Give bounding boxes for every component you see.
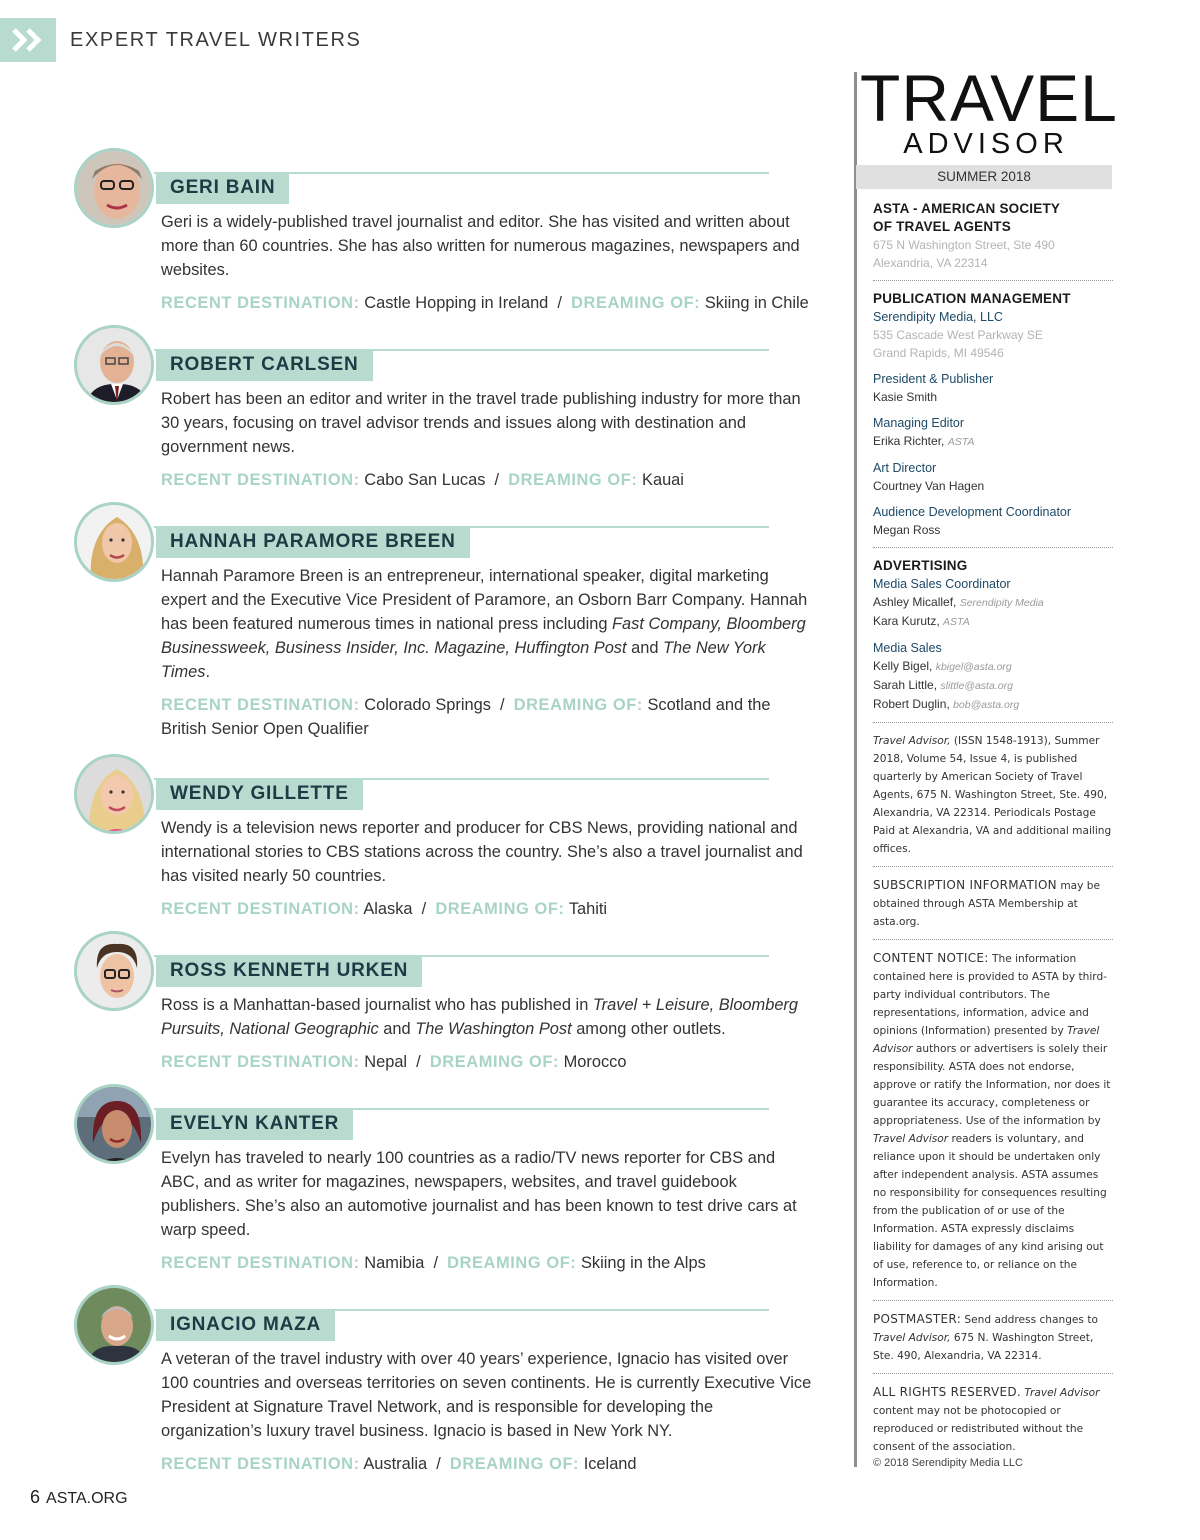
writer-profile [70,754,815,924]
writer-destinations: RECENT DESTINATION: Cabo San Lucas / DREAMING OF: Kauai [161,471,684,489]
advertising-title: ADVERTISING [873,558,968,573]
staff-role: President & Publisher [873,372,994,386]
issn-text: (ISSN 1548-1913), Summer 2018, Volume 54, Issue 4, is published quarterly by American Society of Travel Agents, 675 N. Washington Street, Ste. 490, Alexandria, VA 22314. Periodicals Postage Paid at Alexandria, VA and additional mailing offices. [873,735,1112,855]
recent-label: RECENT DESTINATION: [161,1053,360,1071]
staff-name: Megan Ross [873,523,941,537]
issn-title: Travel Advisor, [873,735,951,747]
dreaming-label: DREAMING OF: [435,900,565,918]
bio-text: Ross is a Manhattan-based journalist who has published in [161,996,593,1014]
writer-name: IGNACIO MAZA [156,1309,335,1341]
subscription-label: SUBSCRIPTION INFORMATION [873,878,1057,892]
writer-photo [74,325,154,405]
bio-text: and [626,639,664,657]
staff-org: ASTA [943,616,970,628]
recent-destination: Nepal [364,1053,408,1071]
writer-bio: Wendy is a television news reporter and producer for CBS News, providing national and international stories to CBS stations across the country. She’s also a travel journalist and has visited nearly 50 countries. [161,819,803,885]
issn-statement [873,732,1113,858]
publisher-company: Serendipity Media, LLC [873,310,1003,324]
staff-role: Managing Editor [873,416,965,430]
bio-publications: Fast Company, Bloomberg Businessweek, Business Insider, Inc. Magazine, Huffington Post [161,615,806,657]
section-header [0,18,361,62]
double-chevron-icon [11,27,45,53]
recent-label: RECENT DESTINATION: [161,696,360,714]
postmaster-notice [873,1310,1113,1365]
dreaming-destination: Tahiti [568,900,608,918]
asta-title: OF TRAVEL AGENTS [873,219,1011,234]
notice-text: readers is voluntary, and reliance upon it should be undertaken only after independent analysis. ASTA assumes no responsibility for consequences resulting from the publication of or use of the Information. ASTA expressly disclaims liability for damages of any kind arising out of use, reference to, or reliance on the Information. [873,1133,1107,1289]
dreaming-label: DREAMING OF: [429,1053,560,1071]
section-badge [0,18,56,62]
dreaming-label: DREAMING OF: [508,471,638,489]
staff-email: slittle@asta.org [940,680,1013,692]
divider [873,280,1113,281]
recent-destination: Cabo San Lucas [364,471,486,489]
bio-publications: Travel + Leisure, Bloomberg Pursuits, National Geographic [161,996,799,1038]
writer-profile [70,148,815,318]
publisher-address: Grand Rapids, MI 49546 [873,346,1004,360]
rights-text: content may not be photocopied or reproduced or redistributed without the consent of the association. [873,1405,1084,1453]
staff-entry [873,676,1113,695]
masthead [856,61,1118,189]
writer-destinations: RECENT DESTINATION: Colorado Springs / DREAMING OF: Scotland and the British Senior Open Qualifier [161,696,771,738]
bio-publication: The Washington Post [415,1020,572,1038]
dreaming-label: DREAMING OF: [571,294,701,312]
dreaming-label: DREAMING OF: [513,696,643,714]
notice-label: CONTENT NOTICE: [873,951,989,965]
recent-destination: Namibia [364,1254,425,1272]
publisher-address: 535 Cascade West Parkway SE [873,328,1043,342]
subscription-info [873,876,1113,931]
staff-entry [873,612,1113,631]
masthead-subtitle: ADVISOR [903,128,1069,160]
staff-name: Robert Duglin, [873,697,950,711]
subscription-text: may be obtained through ASTA Membership at asta.org. [873,880,1101,928]
bio-text: . [205,663,211,681]
recent-label: RECENT DESTINATION: [161,294,360,312]
sidebar-divider [854,72,857,1467]
staff-email: bob@asta.org [953,699,1020,711]
staff-name: Kelly Bigel, [873,659,933,673]
bio-text: among other outlets. [571,1020,726,1038]
staff-role: Media Sales [873,641,942,655]
asta-address: Alexandria, VA 22314 [873,256,988,270]
bio-text: and [378,1020,416,1038]
divider [873,866,1113,867]
divider [873,939,1113,940]
staff-name: Kasie Smith [873,390,938,404]
writer-profile [70,502,815,742]
rights-notice [873,1383,1113,1456]
dreaming-destination: Skiing in the Alps [580,1254,706,1272]
page-footer [30,1487,128,1508]
notice-text: authors or advertisers is solely their responsibility. ASTA does not endorse, approve or ratify the Information, nor does it guarantee its accuracy, completeness or appropriateness. Use of the information by [873,1043,1111,1127]
writer-bio [161,564,815,684]
postmaster-text: 675 N. Washington Street, Ste. 490, Alexandria, VA 22314. [873,1332,1094,1362]
masthead-title: TRAVEL [860,61,1118,135]
writer-photo [74,502,154,582]
content-notice [873,949,1113,1292]
divider [873,1373,1113,1374]
dreaming-destination: Scotland and the British Senior Open Qualifier [161,696,771,738]
writer-bio: Geri is a widely-published travel journalist and editor. She has visited and written about more than 60 countries. She has also written for numerous magazines, newspapers and websites. [161,213,800,279]
page-number: 6 [30,1487,41,1507]
notice-text: The information contained here is provided to ASTA by third-party individual contributors. The representations, information, advice and opinions (Information) presented by [873,953,1108,1037]
staff-email: kbigel@asta.org [935,661,1012,673]
writer-profile [70,1285,815,1485]
recent-label: RECENT DESTINATION: [161,471,360,489]
notice-italic: Travel Advisor [873,1133,949,1145]
dreaming-destination: Iceland [583,1455,637,1473]
dreaming-destination: Kauai [642,471,684,489]
issue-label: SUMMER 2018 [856,165,1112,189]
writer-bio: Robert has been an editor and writer in the travel trade publishing industry for more than 30 years, focusing on travel advisor trends and issues along with destination and government news. [161,390,801,456]
staff-name: Sarah Little, [873,678,938,692]
staff-role: Art Director [873,461,937,475]
postmaster-text: Send address changes to [961,1314,1098,1326]
staff-org: Serendipity Media [959,597,1044,609]
dreaming-label: DREAMING OF: [449,1455,580,1473]
staff-name: Courtney Van Hagen [873,479,985,493]
writer-name: ROSS KENNETH URKEN [156,955,422,987]
writer-destinations: RECENT DESTINATION: Nepal / DREAMING OF: Morocco [161,1053,627,1071]
rights-label: ALL RIGHTS RESERVED. [873,1385,1022,1399]
writer-name: GERI BAIN [156,172,289,204]
recent-destination: Castle Hopping in Ireland [364,294,549,312]
postmaster-label: POSTMASTER: [873,1312,962,1326]
writer-destinations: RECENT DESTINATION: Namibia / DREAMING OF: Skiing in the Alps [161,1254,706,1272]
writer-bio [161,993,815,1041]
staff-entry [873,657,1113,676]
writer-profile [70,931,815,1076]
writer-destinations: RECENT DESTINATION: Australia / DREAMING OF: Iceland [161,1455,637,1473]
writer-photo [74,148,154,228]
dreaming-destination: Skiing in Chile [704,294,809,312]
recent-label: RECENT DESTINATION: [161,900,360,918]
dreaming-destination: Morocco [563,1053,627,1071]
staff-role: Media Sales Coordinator [873,577,1011,591]
staff-entry [873,593,1113,612]
divider [873,547,1113,548]
writer-photo [74,754,154,834]
staff-name: Ashley Micallef, [873,595,957,609]
asta-address: 675 N Washington Street, Ste 490 [873,238,1055,252]
writer-bio: A veteran of the travel industry with over 40 years’ experience, Ignacio has visited over 100 countries and overseas territories on seven continents. He is currently Executive Vice President at Signature Travel Network, and is responsible for developing the organization’s luxury travel business. Ignacio is based in New York NY. [161,1350,812,1440]
bio-publication: The New York Times [161,639,766,681]
publication-title: PUBLICATION MANAGEMENT [873,291,1071,306]
recent-label: RECENT DESTINATION: [161,1254,360,1272]
recent-destination: Alaska [363,900,413,918]
staff-org: ASTA [947,436,975,448]
copyright: © 2018 Serendipity Media LLC [873,1457,1023,1469]
writer-profile [70,1084,815,1279]
writer-destinations: RECENT DESTINATION: Castle Hopping in Ireland / DREAMING OF: Skiing in Chile [161,294,809,312]
staff-role: Audience Development Coordinator [873,505,1072,519]
writer-photo [74,1084,154,1164]
recent-destination: Colorado Springs [364,696,491,714]
notice-italic: Travel Advisor [873,1025,1100,1055]
dreaming-label: DREAMING OF: [447,1254,577,1272]
recent-destination: Australia [363,1455,428,1473]
asta-title: ASTA - AMERICAN SOCIETY [873,201,1061,216]
bio-text: Hannah Paramore Breen is an entrepreneur, international speaker, digital marketing expert and the Executive Vice President of Paramore, an Osborn Barr Company. Hannah has been featured numerous times in national press including [161,567,808,633]
footer-site: ASTA.ORG [46,1490,128,1507]
postmaster-italic: Travel Advisor, [873,1332,951,1344]
writer-photo [74,931,154,1011]
writer-name: EVELYN KANTER [156,1108,353,1140]
staff-name: Kara Kurutz, [873,614,940,628]
divider [873,722,1113,723]
writer-bio: Evelyn has traveled to nearly 100 countries as a radio/TV news reporter for CBS and ABC, and as writer for magazines, newspapers, websites, and travel guidebook publishers. She’s also an automotive journalist and has been known to test drive cars at warp speed. [161,1149,797,1239]
writer-destinations: RECENT DESTINATION: Alaska / DREAMING OF: Tahiti [161,900,608,918]
staff-name: Erika Richter, [873,434,945,448]
writer-name: HANNAH PARAMORE BREEN [156,526,470,558]
divider [873,1300,1113,1301]
staff-entry [873,695,1113,714]
writer-profile [70,325,815,495]
writer-name: ROBERT CARLSEN [156,349,373,381]
writer-photo [74,1285,154,1365]
writer-name: WENDY GILLETTE [156,778,363,810]
recent-label: RECENT DESTINATION: [161,1455,360,1473]
section-title: EXPERT TRAVEL WRITERS [70,28,362,51]
masthead-sidebar [873,200,1113,1456]
staff-entry [873,432,1113,451]
rights-italic: Travel Advisor [1024,1387,1100,1399]
